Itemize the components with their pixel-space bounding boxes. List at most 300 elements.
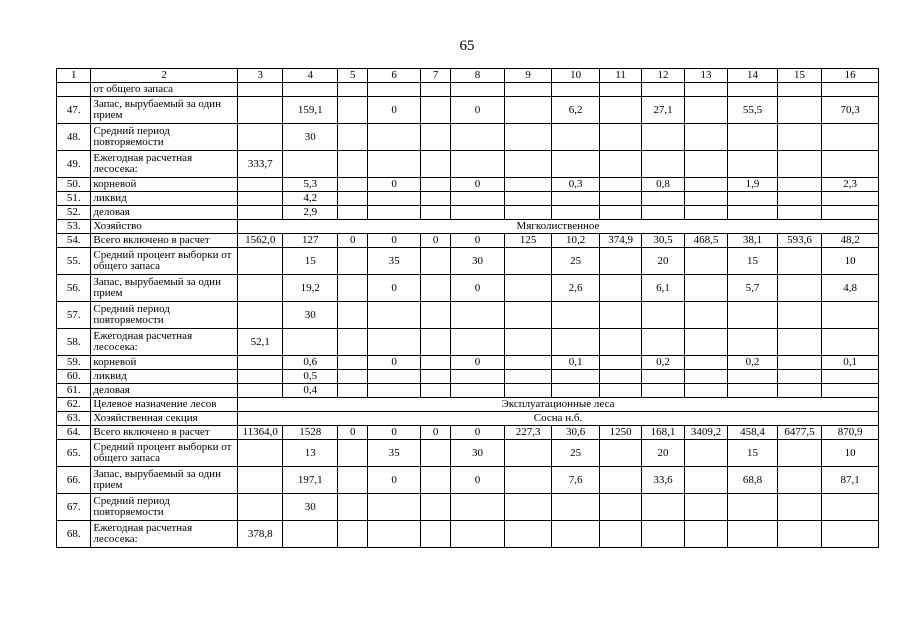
data-cell: 35 [368, 248, 421, 275]
data-cell [338, 192, 368, 206]
data-cell: 468,5 [684, 234, 727, 248]
data-cell [283, 83, 338, 97]
data-cell [420, 275, 450, 302]
data-cell: 0 [368, 356, 421, 370]
row-label: Запас, вырубаемый за один прием [91, 97, 238, 124]
data-cell [504, 178, 552, 192]
data-cell [237, 302, 282, 329]
data-cell: 38,1 [728, 234, 778, 248]
data-cell: 1528 [283, 426, 338, 440]
data-cell: 0 [451, 467, 505, 494]
data-cell [684, 440, 727, 467]
row-label: Целевое назначение лесов [91, 398, 238, 412]
data-cell [504, 248, 552, 275]
data-cell: 378,8 [237, 521, 282, 548]
data-cell [684, 124, 727, 151]
data-cell [777, 370, 821, 384]
data-cell [777, 467, 821, 494]
data-cell [237, 124, 282, 151]
data-cell [599, 248, 641, 275]
data-cell [822, 384, 879, 398]
data-cell [368, 151, 421, 178]
row-label: Всего включено в расчет [91, 426, 238, 440]
row-number: 57. [57, 302, 91, 329]
data-cell [338, 302, 368, 329]
data-cell [552, 151, 600, 178]
row-label: Средний период повторяемости [91, 302, 238, 329]
data-cell: 48,2 [822, 234, 879, 248]
data-cell [420, 302, 450, 329]
table-row [57, 426, 879, 440]
table-row [57, 494, 879, 521]
data-cell: 0,2 [728, 356, 778, 370]
data-cell [684, 248, 727, 275]
row-number: 67. [57, 494, 91, 521]
row-number: 48. [57, 124, 91, 151]
data-cell: 458,4 [728, 426, 778, 440]
row-number: 53. [57, 220, 91, 234]
data-cell [822, 370, 879, 384]
table-row [57, 412, 879, 426]
data-cell [684, 97, 727, 124]
table-row [57, 124, 879, 151]
data-cell [599, 440, 641, 467]
data-cell [642, 521, 684, 548]
data-cell [237, 192, 282, 206]
page-number: 65 [459, 38, 475, 54]
data-cell [420, 329, 450, 356]
data-cell [599, 302, 641, 329]
data-cell: 1,9 [728, 178, 778, 192]
data-cell [338, 124, 368, 151]
data-cell [552, 124, 600, 151]
data-cell [504, 329, 552, 356]
data-cell: 55,5 [728, 97, 778, 124]
data-cell [237, 248, 282, 275]
data-cell [684, 329, 727, 356]
header-cell: 9 [504, 69, 552, 83]
data-cell: 1562,0 [237, 234, 282, 248]
data-cell: 6,2 [552, 97, 600, 124]
data-cell [338, 329, 368, 356]
table-body [57, 69, 879, 548]
data-cell [237, 440, 282, 467]
data-cell: 0 [451, 426, 505, 440]
row-label: Средний период повторяемости [91, 494, 238, 521]
data-cell [777, 178, 821, 192]
data-cell [451, 83, 505, 97]
data-cell [684, 356, 727, 370]
data-cell [420, 370, 450, 384]
data-cell: 0 [368, 234, 421, 248]
data-cell [420, 384, 450, 398]
data-cell [451, 494, 505, 521]
data-cell [684, 83, 727, 97]
data-cell [642, 302, 684, 329]
header-cell: 13 [684, 69, 727, 83]
data-cell [338, 97, 368, 124]
data-cell [552, 83, 600, 97]
row-number: 64. [57, 426, 91, 440]
data-cell [599, 178, 641, 192]
data-cell [368, 521, 421, 548]
data-cell: 6477,5 [777, 426, 821, 440]
data-cell: 159,1 [283, 97, 338, 124]
data-cell [451, 124, 505, 151]
data-cell: 30,5 [642, 234, 684, 248]
data-cell [684, 370, 727, 384]
data-cell [338, 178, 368, 192]
data-cell [504, 97, 552, 124]
data-cell: 15 [728, 440, 778, 467]
data-cell [420, 248, 450, 275]
row-number: 65. [57, 440, 91, 467]
data-cell: 3409,2 [684, 426, 727, 440]
header-row [57, 69, 879, 83]
data-cell [552, 384, 600, 398]
row-label: Средний процент выборки от общего запаса [91, 248, 238, 275]
data-cell [777, 124, 821, 151]
data-cell [777, 151, 821, 178]
data-cell [728, 83, 778, 97]
row-number: 51. [57, 192, 91, 206]
data-cell [420, 206, 450, 220]
data-cell: 30 [451, 248, 505, 275]
data-cell [684, 275, 727, 302]
data-cell [237, 494, 282, 521]
data-cell [599, 384, 641, 398]
data-cell: 0,1 [822, 356, 879, 370]
data-cell: 25 [552, 440, 600, 467]
data-cell [368, 192, 421, 206]
section-title: Мягколиственное [237, 220, 878, 234]
data-cell: 0,4 [283, 384, 338, 398]
data-cell: 0 [451, 97, 505, 124]
data-cell [728, 206, 778, 220]
data-cell: 197,1 [283, 467, 338, 494]
data-cell [420, 356, 450, 370]
table-row [57, 275, 879, 302]
data-cell: 7,6 [552, 467, 600, 494]
data-cell [237, 356, 282, 370]
data-cell [368, 124, 421, 151]
data-cell [642, 83, 684, 97]
data-cell [338, 384, 368, 398]
data-cell [552, 370, 600, 384]
data-cell: 35 [368, 440, 421, 467]
data-cell [237, 467, 282, 494]
row-label: ликвид [91, 192, 238, 206]
header-cell: 1 [57, 69, 91, 83]
data-cell: 52,1 [237, 329, 282, 356]
data-cell [642, 124, 684, 151]
data-cell [642, 329, 684, 356]
data-cell [504, 192, 552, 206]
data-cell [237, 384, 282, 398]
header-cell: 2 [91, 69, 238, 83]
data-cell [728, 151, 778, 178]
row-number: 49. [57, 151, 91, 178]
data-cell [552, 206, 600, 220]
row-number: 62. [57, 398, 91, 412]
data-cell [283, 329, 338, 356]
forest-table [56, 68, 879, 548]
data-cell [822, 83, 879, 97]
data-cell [368, 206, 421, 220]
data-cell [599, 151, 641, 178]
data-cell [420, 151, 450, 178]
data-cell: 11364,0 [237, 426, 282, 440]
data-cell: 6,1 [642, 275, 684, 302]
data-cell: 70,3 [822, 97, 879, 124]
row-label: Ежегодная расчетная лесосека: [91, 329, 238, 356]
table-row [57, 248, 879, 275]
data-cell: 13 [283, 440, 338, 467]
data-cell [599, 124, 641, 151]
data-cell: 68,8 [728, 467, 778, 494]
data-cell [684, 302, 727, 329]
data-cell [237, 206, 282, 220]
data-cell [777, 97, 821, 124]
table-row [57, 329, 879, 356]
data-cell [504, 440, 552, 467]
data-cell [338, 440, 368, 467]
data-cell: 10 [822, 440, 879, 467]
row-label: ликвид [91, 370, 238, 384]
data-cell: 0,5 [283, 370, 338, 384]
data-cell [599, 83, 641, 97]
data-cell: 374,9 [599, 234, 641, 248]
data-cell [599, 329, 641, 356]
data-cell: 30 [283, 302, 338, 329]
data-cell: 333,7 [237, 151, 282, 178]
data-cell [642, 192, 684, 206]
data-cell [777, 206, 821, 220]
header-cell: 11 [599, 69, 641, 83]
data-cell [420, 97, 450, 124]
data-cell [822, 521, 879, 548]
data-cell [777, 192, 821, 206]
data-cell [504, 83, 552, 97]
data-cell [684, 192, 727, 206]
table-row [57, 178, 879, 192]
table-row [57, 220, 879, 234]
row-number: 54. [57, 234, 91, 248]
data-cell [684, 206, 727, 220]
data-cell [777, 356, 821, 370]
table-row [57, 206, 879, 220]
data-cell: 0 [368, 178, 421, 192]
data-cell: 0 [451, 234, 505, 248]
table-row [57, 398, 879, 412]
data-cell [283, 151, 338, 178]
data-cell [684, 178, 727, 192]
data-cell [420, 124, 450, 151]
row-label: Запас, вырубаемый за один прием [91, 275, 238, 302]
data-cell [728, 302, 778, 329]
data-cell [504, 151, 552, 178]
table-row [57, 467, 879, 494]
data-cell [338, 275, 368, 302]
row-label: Запас, вырубаемый за один прием [91, 467, 238, 494]
data-cell [599, 192, 641, 206]
row-number: 59. [57, 356, 91, 370]
data-cell [368, 83, 421, 97]
row-label: от общего запаса [91, 83, 238, 97]
data-cell: 168,1 [642, 426, 684, 440]
data-cell [552, 192, 600, 206]
data-cell [338, 356, 368, 370]
data-cell [451, 302, 505, 329]
data-cell: 227,3 [504, 426, 552, 440]
data-cell [368, 302, 421, 329]
data-cell: 127 [283, 234, 338, 248]
data-cell [599, 275, 641, 302]
data-cell [684, 467, 727, 494]
header-cell: 16 [822, 69, 879, 83]
data-cell [368, 370, 421, 384]
row-number: 61. [57, 384, 91, 398]
data-cell [822, 206, 879, 220]
data-cell: 0,1 [552, 356, 600, 370]
data-cell: 0,8 [642, 178, 684, 192]
data-cell [237, 83, 282, 97]
row-number [57, 83, 91, 97]
header-cell: 10 [552, 69, 600, 83]
data-cell: 1250 [599, 426, 641, 440]
data-cell [599, 521, 641, 548]
data-cell [728, 494, 778, 521]
table-row [57, 440, 879, 467]
data-cell [777, 521, 821, 548]
data-cell: 5,7 [728, 275, 778, 302]
data-cell [338, 494, 368, 521]
section-title: Эксплуатационные леса [237, 398, 878, 412]
table-row [57, 83, 879, 97]
row-label: Хозяйство [91, 220, 238, 234]
header-cell: 7 [420, 69, 450, 83]
data-cell [822, 302, 879, 329]
data-cell [504, 302, 552, 329]
data-cell [420, 494, 450, 521]
data-cell [684, 151, 727, 178]
header-cell: 3 [237, 69, 282, 83]
table-row [57, 192, 879, 206]
data-cell [368, 384, 421, 398]
data-cell [338, 151, 368, 178]
data-cell: 10 [822, 248, 879, 275]
data-cell [728, 521, 778, 548]
data-cell [777, 248, 821, 275]
header-cell: 8 [451, 69, 505, 83]
data-cell: 0 [451, 275, 505, 302]
data-cell: 0 [451, 356, 505, 370]
row-label: корневой [91, 178, 238, 192]
data-cell [777, 440, 821, 467]
data-cell [642, 206, 684, 220]
table-row [57, 234, 879, 248]
data-cell: 27,1 [642, 97, 684, 124]
data-cell [451, 151, 505, 178]
table-row [57, 356, 879, 370]
data-cell [338, 206, 368, 220]
row-number: 63. [57, 412, 91, 426]
data-cell [420, 521, 450, 548]
row-number: 60. [57, 370, 91, 384]
data-cell [420, 83, 450, 97]
row-number: 56. [57, 275, 91, 302]
data-cell [451, 521, 505, 548]
data-cell [504, 124, 552, 151]
table-row [57, 302, 879, 329]
data-cell: 0,3 [552, 178, 600, 192]
data-cell [420, 440, 450, 467]
row-number: 58. [57, 329, 91, 356]
table-row [57, 521, 879, 548]
row-label: Средний процент выборки от общего запаса [91, 440, 238, 467]
data-cell: 0 [368, 275, 421, 302]
data-cell [822, 151, 879, 178]
data-cell [504, 384, 552, 398]
data-cell: 20 [642, 440, 684, 467]
data-cell: 593,6 [777, 234, 821, 248]
data-cell: 0,6 [283, 356, 338, 370]
header-cell: 12 [642, 69, 684, 83]
data-cell [237, 97, 282, 124]
table-row [57, 370, 879, 384]
row-number: 55. [57, 248, 91, 275]
data-cell [504, 206, 552, 220]
header-cell: 14 [728, 69, 778, 83]
section-title: Сосна н.б. [237, 412, 878, 426]
table-row [57, 97, 879, 124]
row-label: Ежегодная расчетная лесосека: [91, 521, 238, 548]
data-cell [338, 83, 368, 97]
data-cell [504, 467, 552, 494]
data-cell: 2,9 [283, 206, 338, 220]
data-cell [777, 494, 821, 521]
data-cell [283, 521, 338, 548]
data-cell [822, 124, 879, 151]
data-cell [368, 329, 421, 356]
data-cell [552, 302, 600, 329]
data-cell: 4,8 [822, 275, 879, 302]
data-cell [777, 384, 821, 398]
data-cell [504, 275, 552, 302]
data-cell [684, 494, 727, 521]
row-number: 47. [57, 97, 91, 124]
table-row [57, 384, 879, 398]
data-cell: 0 [451, 178, 505, 192]
header-cell: 15 [777, 69, 821, 83]
data-cell [338, 370, 368, 384]
data-cell [684, 384, 727, 398]
data-cell: 0 [338, 426, 368, 440]
data-cell [420, 192, 450, 206]
data-cell [237, 178, 282, 192]
row-label: Ежегодная расчетная лесосека: [91, 151, 238, 178]
row-number: 66. [57, 467, 91, 494]
data-cell [822, 494, 879, 521]
data-cell: 0 [420, 234, 450, 248]
header-cell: 6 [368, 69, 421, 83]
data-cell: 30 [451, 440, 505, 467]
data-cell [599, 494, 641, 521]
data-cell [728, 124, 778, 151]
data-cell [552, 329, 600, 356]
data-cell [642, 370, 684, 384]
data-cell: 870,9 [822, 426, 879, 440]
